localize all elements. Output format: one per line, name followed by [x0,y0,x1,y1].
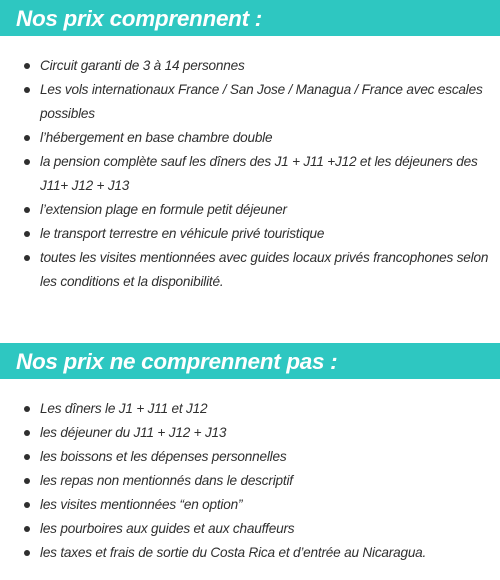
excluded-item-text: les visites mentionnées “en option” [40,497,243,512]
bullet-icon [24,406,30,412]
excluded-item-text: les déjeuner du J11 + J12 + J13 [40,425,227,440]
excluded-list [0,397,500,565]
excluded-item-text: les pourboires aux guides et aux chauffeurs [40,521,295,536]
included-list-item [0,222,500,246]
included-list-item [0,150,500,198]
bullet-icon [24,135,30,141]
included-item-text: toutes les visites mentionnées avec guides locaux privés francophones selon les conditions et la disponibilité. [40,250,489,289]
bullet-icon [24,526,30,532]
excluded-list-item [0,541,500,565]
included-section-title: Nos prix comprennent : [16,6,262,31]
included-list-item [0,54,500,78]
bullet-icon [24,231,30,237]
included-list [0,54,500,294]
included-list-item [0,126,500,150]
bullet-icon [24,255,30,261]
included-item-text: la pension complète sauf les dîners des J1 + J11 +J12 et les déjeuners des J11+ J12 + J13 [40,154,478,193]
excluded-list-item [0,445,500,469]
excluded-list-item [0,469,500,493]
included-item-text: l’hébergement en base chambre double [40,130,273,145]
bullet-icon [24,159,30,165]
included-list-item [0,78,500,126]
bullet-icon [24,550,30,556]
bullet-icon [24,502,30,508]
included-item-text: Les vols internationaux France / San Jose / Managua / France avec escales possibles [40,82,483,121]
excluded-item-text: Les dîners le J1 + J11 et J12 [40,401,208,416]
included-item-text: Circuit garanti de 3 à 14 personnes [40,58,245,73]
excluded-section-header [0,343,500,379]
bullet-icon [24,87,30,93]
included-list-item [0,246,500,294]
excluded-list-item [0,493,500,517]
included-item-text: l’extension plage en formule petit déjeuner [40,202,287,217]
included-list-item [0,198,500,222]
bullet-icon [24,430,30,436]
excluded-section-title: Nos prix ne comprennent pas : [16,349,338,374]
bullet-icon [24,454,30,460]
included-item-text: le transport terrestre en véhicule privé touristique [40,226,325,241]
excluded-item-text: les repas non mentionnés dans le descriptif [40,473,293,488]
included-section-header [0,0,500,36]
bullet-icon [24,63,30,69]
excluded-list-item [0,517,500,541]
excluded-item-text: les boissons et les dépenses personnelles [40,449,287,464]
excluded-item-text: les taxes et frais de sortie du Costa Rica et d’entrée au Nicaragua. [40,545,427,560]
bullet-icon [24,207,30,213]
excluded-list-item [0,421,500,445]
excluded-list-item [0,397,500,421]
bullet-icon [24,478,30,484]
